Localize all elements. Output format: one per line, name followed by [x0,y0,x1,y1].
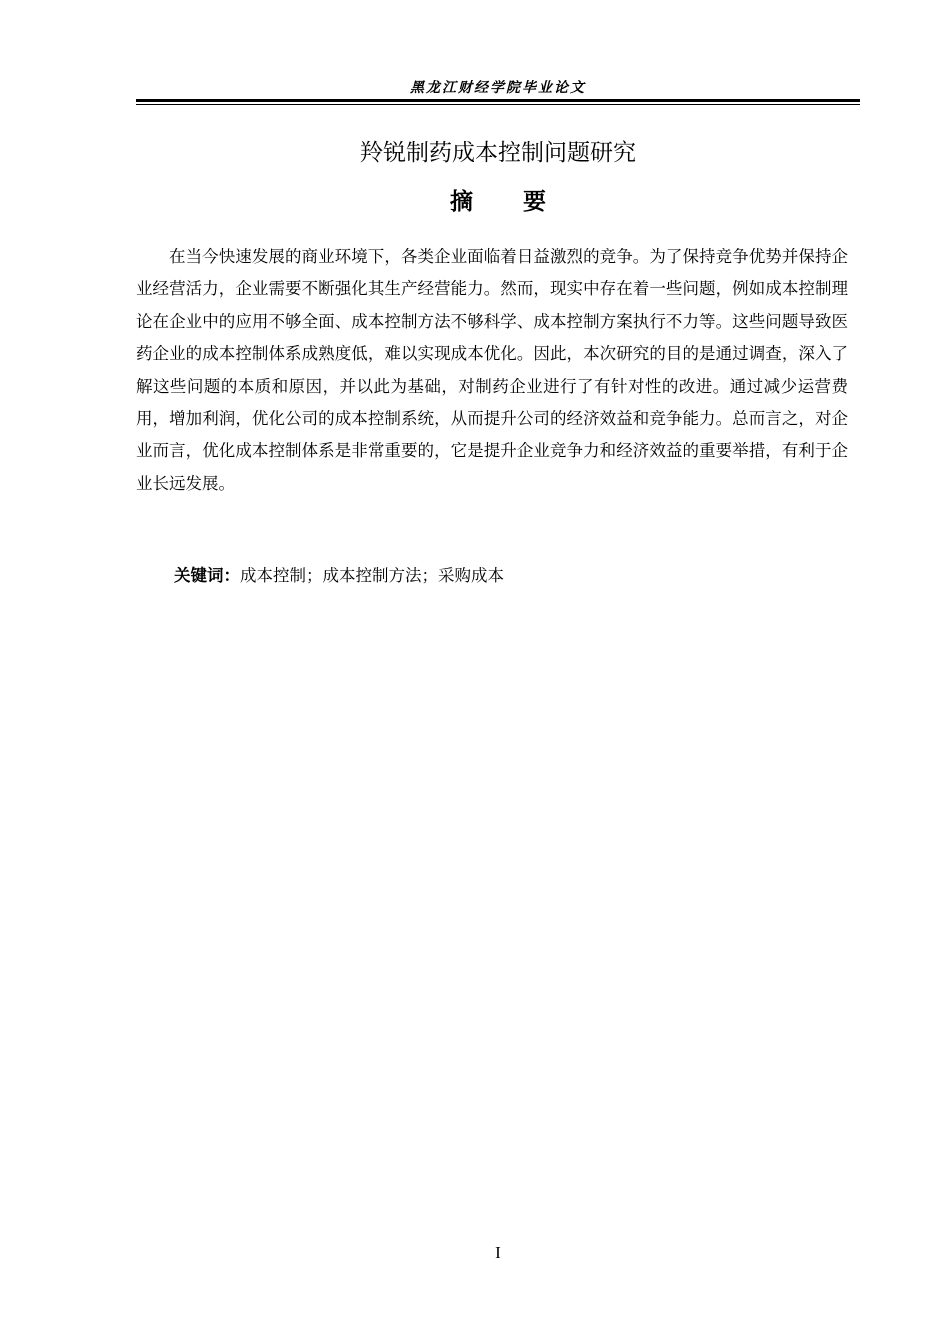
keywords-text: 成本控制；成本控制方法；采购成本 [240,566,504,585]
page-number: I [495,1243,501,1262]
abstract-heading [136,185,860,219]
header-rule-thick [136,99,860,102]
keywords-label: 关键词： [174,566,240,585]
keywords-line [174,560,854,592]
abstract-heading-char-2: 要 [523,189,546,215]
running-header: 黑龙江财经学院毕业论文 [410,80,586,96]
header-rule-thin [136,104,860,105]
thesis-title: 羚锐制药成本控制问题研究 [360,140,636,166]
abstract-heading-char-1: 摘 [450,189,473,215]
abstract-paragraph: 在当今快速发展的商业环境下，各类企业面临着日益激烈的竞争。为了保持竞争优势并保持企业经营活力，企业需要不断强化其生产经营能力。然而，现实中存在着一些问题，例如成本控制理论在企业中的应用不够全面、成本控制方法不够科学、成本控制方案执行不力等。这些问题导致医药企业的成本控制体系成熟度低，难以实现成本优化。因此，本次研究的目的是通过调查，深入了解这些问题的本质和原因，并以此为基础，对制药企业进行了有针对性的改进。通过减少运营费用，增加利润，优化公司的成本控制系统，从而提升公司的经济效益和竞争能力。总而言之，对企业而言，优化成本控制体系是非常重要的，它是提升企业竞争力和经济效益的重要举措，有利于企业长远发展。 [136,247,848,493]
